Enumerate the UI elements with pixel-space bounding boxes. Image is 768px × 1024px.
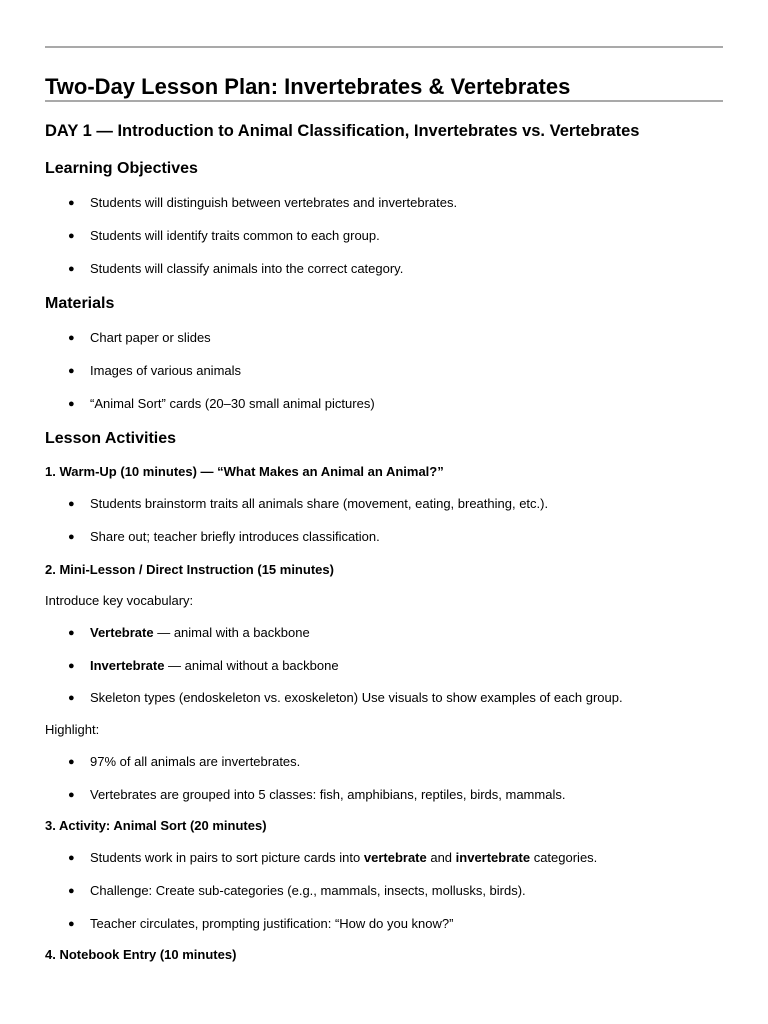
list-item-text: Images of various animals (90, 363, 242, 378)
list-item-text: Students brainstorm traits all animals share (movement, eating, breathing, etc.). (90, 496, 549, 511)
list-item-text: Share out; teacher briefly introduces classification. (90, 529, 380, 544)
objectives-heading: Learning Objectives (45, 160, 198, 177)
list-item-text: Students will identify traits common to each group. (90, 228, 380, 243)
list-item-text: Teacher circulates, prompting justification: “How do you know?” (90, 916, 454, 931)
list-item-text: Chart paper or slides (90, 330, 211, 345)
list-item-text (90, 624, 310, 642)
sort-text-mid: and (426, 850, 456, 865)
bullet-icon: ● (68, 531, 75, 543)
list-item-text: Vertebrates are grouped into 5 classes: fish, amphibians, reptiles, birds, mammals. (90, 787, 566, 802)
sort-text-pre: Students work in pairs to sort picture cards into (90, 850, 364, 865)
day1-heading: DAY 1 — Introduction to Animal Classification, Invertebrates vs. Vertebrates (45, 122, 640, 140)
bullet-icon: ● (68, 918, 75, 930)
document-title: Two-Day Lesson Plan: Invertebrates & Vertebrates (45, 74, 571, 99)
bullet-icon: ● (68, 660, 75, 672)
bullet-icon: ● (68, 756, 75, 768)
list-item-text (90, 657, 339, 675)
bullet-icon: ● (68, 398, 75, 410)
top-rule (45, 46, 723, 48)
materials-heading: Materials (45, 295, 115, 312)
list-item-text: 97% of all animals are invertebrates. (90, 754, 301, 769)
sort-text-post: categories. (530, 850, 598, 865)
list-item-text: Students will classify animals into the correct category. (90, 261, 404, 276)
bullet-icon: ● (68, 230, 75, 242)
list-item-text: Skeleton types (endoskeleton vs. exoskeleton) Use visuals to show examples of each group. (90, 690, 623, 705)
bullet-icon: ● (68, 332, 75, 344)
bullet-icon: ● (68, 365, 75, 377)
list-item-text (90, 849, 597, 867)
notebook-heading: 4. Notebook Entry (10 minutes) (45, 947, 237, 962)
vocab-definition: — animal with a backbone (153, 625, 310, 640)
minilesson-heading: 2. Mini-Lesson / Direct Instruction (15 minutes) (45, 562, 334, 577)
vocab-definition: — animal without a backbone (164, 658, 339, 673)
sort-term-vertebrate: vertebrate (363, 850, 427, 865)
vocab-term: Vertebrate (90, 625, 154, 640)
bullet-icon: ● (68, 263, 75, 275)
vocab-term: Invertebrate (90, 658, 165, 673)
title-underline (45, 100, 723, 102)
list-item-text: Students will distinguish between vertebrates and invertebrates. (90, 195, 458, 210)
bullet-icon: ● (68, 498, 75, 510)
bullet-icon: ● (68, 627, 75, 639)
vocab-intro: Introduce key vocabulary: (45, 593, 194, 608)
bullet-icon: ● (68, 852, 75, 864)
warmup-heading: 1. Warm-Up (10 minutes) — “What Makes an Animal an Animal?” (45, 464, 444, 479)
sort-term-invertebrate: invertebrate (455, 850, 531, 865)
highlight-label: Highlight: (45, 722, 100, 737)
sort-heading: 3. Activity: Animal Sort (20 minutes) (45, 818, 267, 833)
bullet-icon: ● (68, 789, 75, 801)
bullet-icon: ● (68, 692, 75, 704)
list-item-text: Challenge: Create sub-categories (e.g., mammals, insects, mollusks, birds). (90, 883, 526, 898)
bullet-icon: ● (68, 885, 75, 897)
activities-heading: Lesson Activities (45, 430, 177, 447)
bullet-icon: ● (68, 197, 75, 209)
list-item-text: “Animal Sort” cards (20–30 small animal pictures) (90, 396, 375, 411)
